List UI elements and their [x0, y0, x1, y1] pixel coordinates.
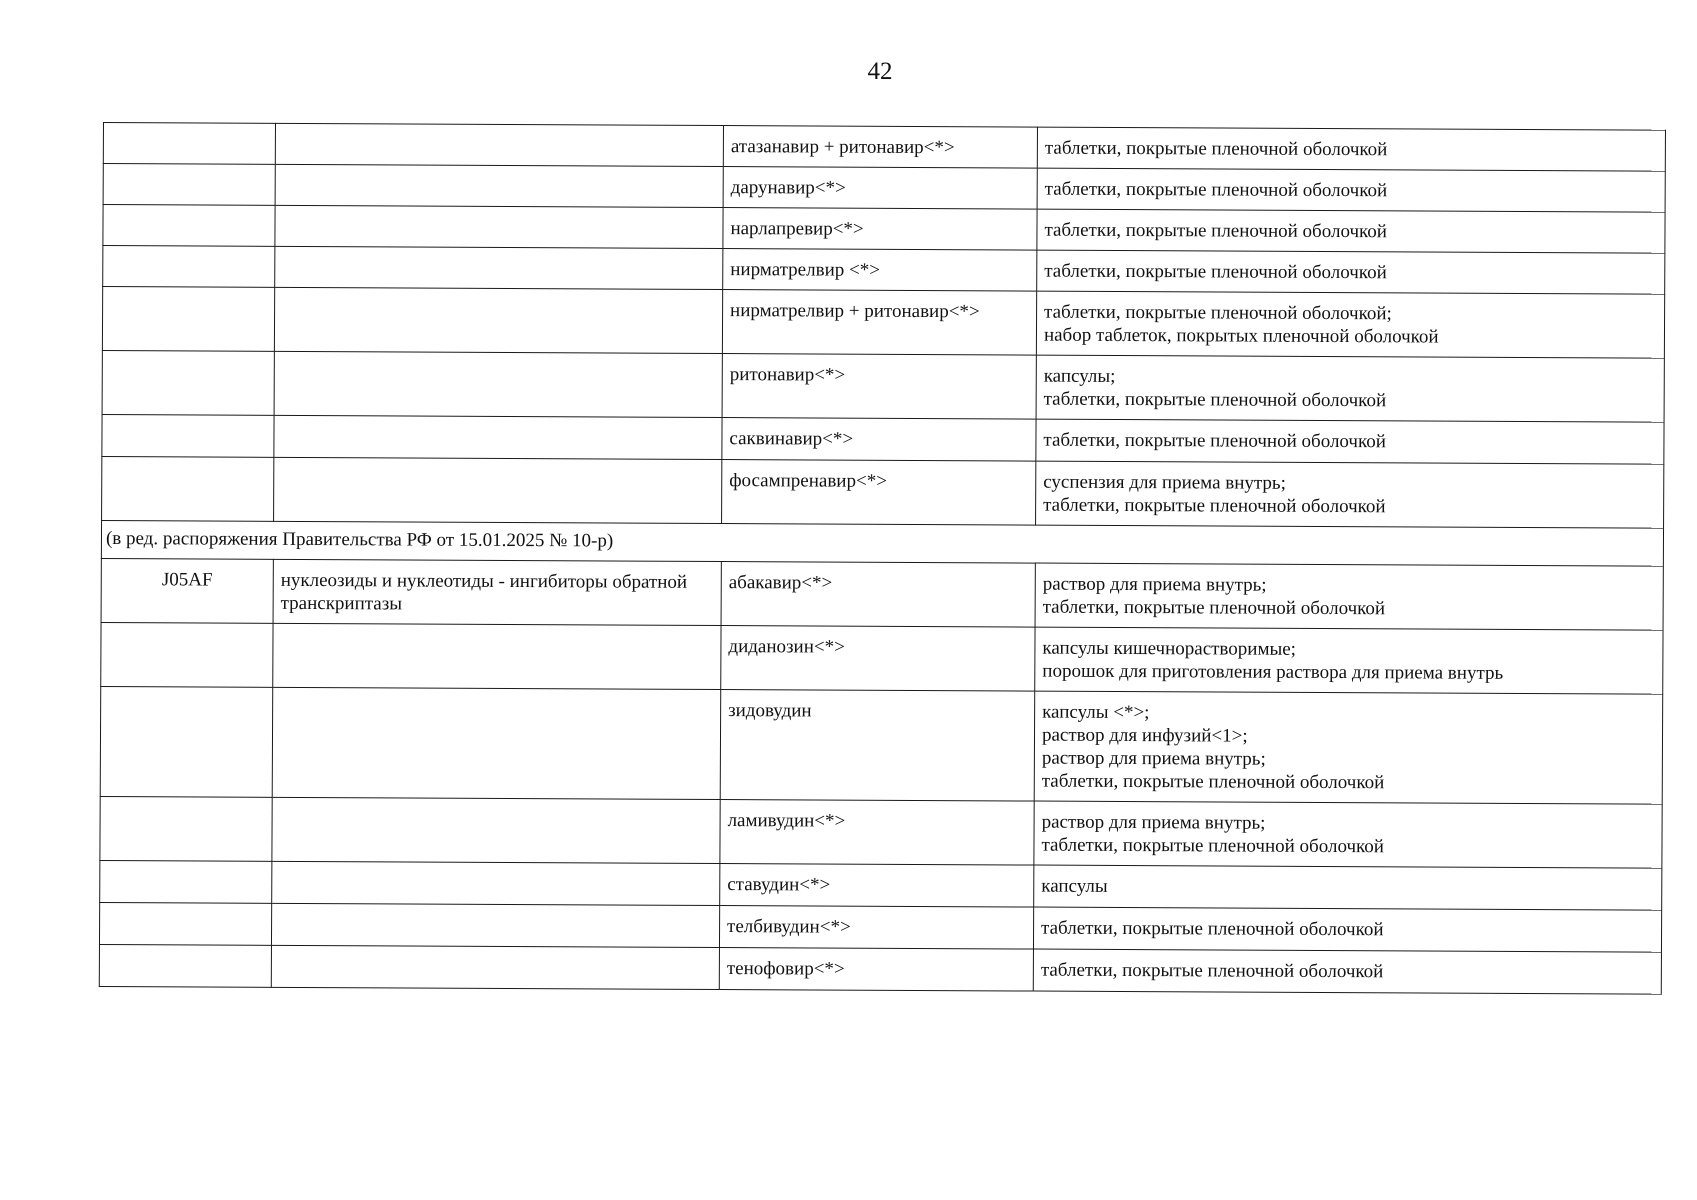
drug-name-cell: ритонавир<*> — [722, 354, 1036, 420]
drug-name-cell: телбивудин<*> — [719, 906, 1033, 950]
atc-code-cell — [100, 686, 273, 797]
dosage-form-line: раствор для приема внутрь; — [1041, 747, 1266, 770]
pharmacological-group-cell — [272, 861, 720, 905]
dosage-forms-cell — [1034, 865, 1662, 910]
pharmacological-group-cell — [271, 903, 719, 947]
dosage-form-line: таблетки, покрытые пленочной оболочкой; — [1044, 301, 1392, 325]
dosage-forms-cell — [1036, 419, 1664, 464]
table-row — [100, 686, 1663, 804]
drug-name-cell: нирматрелвир <*> — [723, 249, 1037, 292]
atc-code-cell — [102, 287, 274, 352]
pharmacological-group-cell — [274, 351, 722, 417]
drug-table — [99, 122, 1666, 995]
pharmacological-group-cell — [273, 623, 721, 689]
atc-code-cell — [101, 622, 273, 687]
drug-name-cell: атазанавир + ритонавир<*> — [723, 126, 1037, 169]
drug-table-wrapper — [99, 122, 1665, 995]
dosage-form-line: капсулы — [1041, 875, 1108, 897]
dosage-form-line: раствор для приема внутрь; — [1041, 811, 1266, 834]
drug-name-cell: фосампренавир<*> — [722, 460, 1036, 526]
dosage-forms-cell — [1034, 801, 1662, 868]
dosage-form-line: порошок для приготовления раствора для приема внутрь — [1042, 660, 1504, 684]
atc-code-cell — [103, 246, 275, 288]
drug-table-body — [99, 123, 1665, 995]
dosage-forms-cell — [1036, 291, 1664, 358]
atc-code-cell — [102, 350, 274, 415]
table-row — [102, 287, 1664, 359]
pharmacological-group-cell — [275, 205, 723, 248]
pharmacological-group-cell — [275, 164, 723, 207]
atc-code-cell — [103, 123, 275, 165]
dosage-form-line: капсулы <*>; — [1042, 701, 1150, 724]
table-row — [101, 622, 1663, 694]
drug-name-cell: абакавир<*> — [721, 562, 1035, 628]
pharmacological-group-cell — [274, 287, 722, 353]
dosage-form-line: таблетки, покрытые пленочной оболочкой — [1043, 429, 1387, 453]
drug-name-cell: нарлапревир<*> — [723, 208, 1037, 251]
table-row — [102, 456, 1664, 528]
dosage-forms-cell — [1037, 209, 1665, 253]
drug-name-cell: дарунавир<*> — [723, 167, 1037, 210]
dosage-form-line: таблетки, покрытые пленочной оболочкой — [1044, 137, 1388, 161]
drug-name-cell: ламивудин<*> — [720, 800, 1034, 866]
atc-code-cell — [99, 902, 271, 945]
pharmacological-group-cell: нуклеозиды и нуклеотиды - ингибиторы обратной транскриптазы — [273, 559, 721, 625]
dosage-forms-cell — [1037, 168, 1665, 212]
atc-code-cell: J05AF — [101, 558, 273, 623]
dosage-forms-cell — [1037, 250, 1665, 294]
dosage-form-line: раствор для приема внутрь; — [1042, 573, 1267, 596]
dosage-forms-cell — [1033, 907, 1661, 952]
pharmacological-group-cell — [271, 945, 719, 989]
dosage-form-line: капсулы кишечнорастворимые; — [1042, 637, 1297, 660]
atc-code-cell — [103, 164, 275, 206]
dosage-form-line: таблетки, покрытые пленочной оболочкой — [1044, 219, 1388, 243]
dosage-form-line: таблетки, покрытые пленочной оболочкой — [1041, 770, 1385, 794]
pharmacological-group-cell — [274, 457, 722, 523]
atc-code-cell — [102, 456, 274, 521]
dosage-form-line: таблетки, покрытые пленочной оболочкой — [1042, 596, 1386, 620]
dosage-forms-cell — [1035, 627, 1663, 694]
table-row — [101, 558, 1663, 630]
drug-name-cell: диданозин<*> — [721, 626, 1035, 692]
drug-name-cell: тенофовир<*> — [719, 948, 1033, 992]
drug-name-cell: ставудин<*> — [720, 864, 1034, 908]
dosage-forms-cell — [1036, 461, 1664, 528]
pharmacological-group-cell — [272, 687, 721, 799]
page-number: 42 — [867, 58, 893, 85]
table-row — [102, 350, 1664, 422]
dosage-form-line: таблетки, покрытые пленочной оболочкой — [1044, 178, 1388, 202]
dosage-form-line: таблетки, покрытые пленочной оболочкой — [1041, 834, 1385, 858]
dosage-forms-cell — [1036, 355, 1664, 422]
dosage-form-line: таблетки, покрытые пленочной оболочкой — [1044, 260, 1387, 284]
table-row — [100, 796, 1662, 868]
dosage-form-line: суспензия для приема внутрь; — [1043, 471, 1286, 494]
pharmacological-group-cell — [272, 797, 720, 863]
pharmacological-group-cell — [275, 123, 723, 166]
dosage-form-line: таблетки, покрытые пленочной оболочкой — [1043, 494, 1386, 518]
atc-code-cell — [102, 414, 274, 457]
drug-name-cell: нирматрелвир + ритонавир<*> — [722, 290, 1036, 356]
dosage-form-line: капсулы; — [1043, 365, 1116, 387]
drug-name-cell: зидовудин — [720, 690, 1035, 802]
amendment-note: (в ред. распоряжения Правительства РФ от 15.01.2025 № 10-р) — [101, 520, 1663, 566]
atc-code-cell — [103, 205, 275, 247]
dosage-form-line: таблетки, покрытые пленочной оболочкой — [1041, 917, 1384, 941]
pharmacological-group-cell — [275, 246, 723, 289]
dosage-forms-cell — [1033, 949, 1661, 994]
dosage-form-line: таблетки, покрытые пленочной оболочкой — [1043, 388, 1387, 412]
drug-name-cell: саквинавир<*> — [722, 418, 1036, 462]
dosage-form-line: раствор для инфузий<1>; — [1041, 724, 1248, 747]
dosage-forms-cell — [1034, 691, 1663, 804]
atc-code-cell — [100, 860, 272, 903]
pharmacological-group-cell — [274, 415, 722, 459]
atc-code-cell — [100, 796, 272, 861]
dosage-form-line: таблетки, покрытые пленочной оболочкой — [1040, 959, 1384, 983]
dosage-form-line: набор таблеток, покрытых пленочной оболочкой — [1043, 324, 1439, 348]
table-row — [99, 944, 1661, 994]
dosage-forms-cell — [1035, 563, 1663, 630]
atc-code-cell — [99, 944, 271, 987]
dosage-forms-cell — [1037, 127, 1665, 171]
